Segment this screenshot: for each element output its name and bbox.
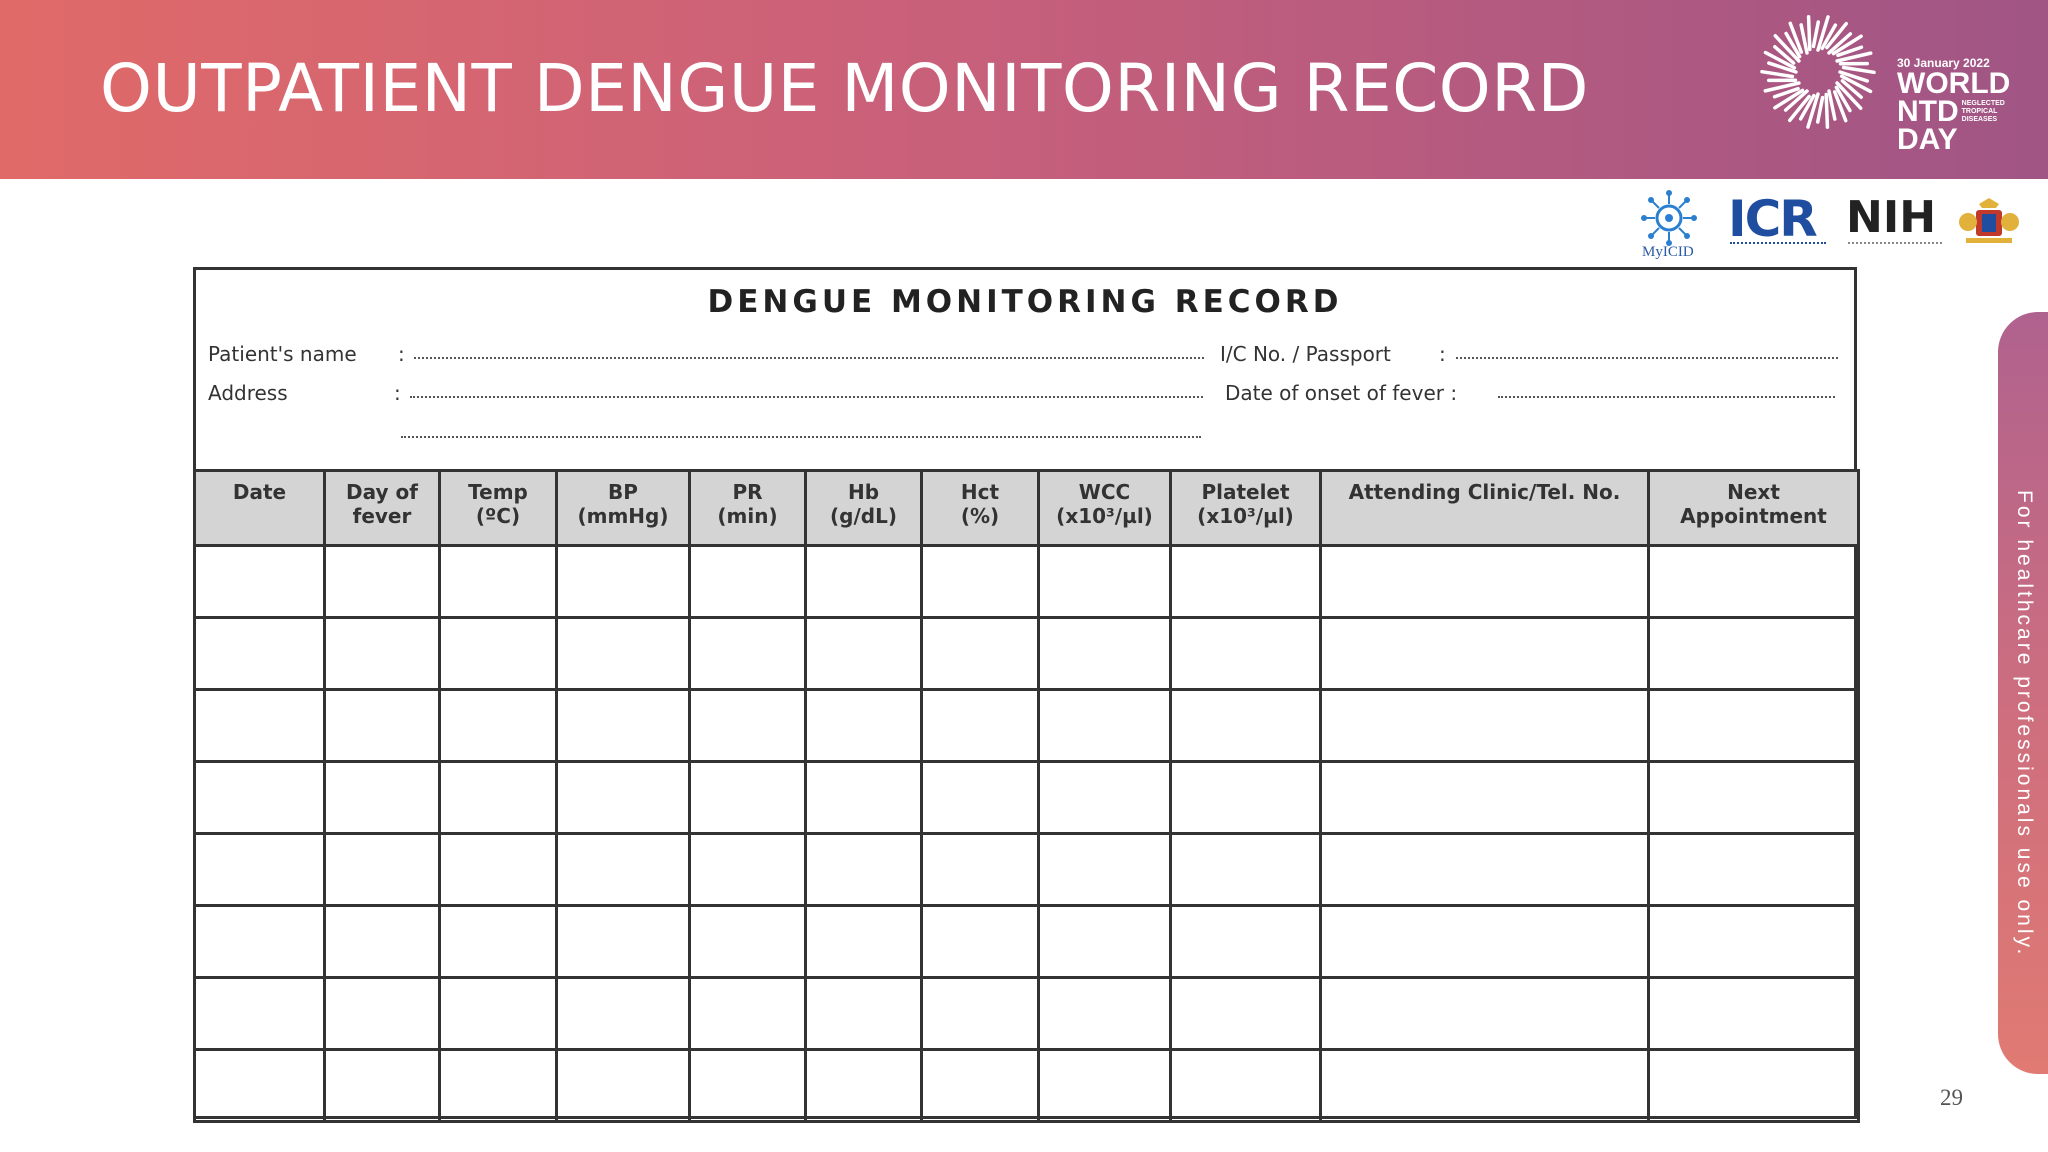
table-cell[interactable] <box>325 618 440 690</box>
table-cell[interactable] <box>690 546 806 618</box>
column-header-line1: Next <box>1727 480 1780 504</box>
page-number: 29 <box>1940 1085 1963 1110</box>
table-cell[interactable] <box>195 618 325 690</box>
table-cell[interactable] <box>806 906 922 978</box>
table-cell[interactable] <box>806 978 922 1050</box>
table-cell[interactable] <box>440 762 557 834</box>
table-row <box>195 618 1859 690</box>
column-header <box>690 471 806 546</box>
table-header-row <box>195 471 1859 546</box>
column-header <box>806 471 922 546</box>
table-cell[interactable] <box>1039 546 1171 618</box>
patient-name-label: Patient's name <box>208 342 357 366</box>
column-header <box>440 471 557 546</box>
form-title: DENGUE MONITORING RECORD <box>707 284 1343 320</box>
dengue-monitoring-form <box>193 267 1857 1119</box>
column-header-line2: (min) <box>717 504 778 528</box>
table-row <box>195 546 1859 618</box>
table-cell[interactable] <box>325 906 440 978</box>
table-cell[interactable] <box>690 1050 806 1122</box>
table-cell[interactable] <box>557 834 690 906</box>
column-header-line2: (x10³/µl) <box>1197 504 1294 528</box>
slide-title: OUTPATIENT DENGUE MONITORING RECORD <box>100 50 1589 127</box>
column-header-line2: (%) <box>960 504 1000 528</box>
column-header-line2: (x10³/µl) <box>1056 504 1153 528</box>
column-header-line1: Attending Clinic/Tel. No. <box>1348 480 1621 504</box>
table-cell[interactable] <box>1171 978 1321 1050</box>
column-header-line1: BP <box>608 480 638 504</box>
table-cell[interactable] <box>922 978 1039 1050</box>
table-cell[interactable] <box>195 978 325 1050</box>
table-cell[interactable] <box>557 762 690 834</box>
table-cell[interactable] <box>1321 834 1649 906</box>
table-cell[interactable] <box>1171 762 1321 834</box>
table-cell[interactable] <box>806 1050 922 1122</box>
table-cell[interactable] <box>1649 618 1859 690</box>
table-cell[interactable] <box>690 834 806 906</box>
column-header <box>1039 471 1171 546</box>
table-cell[interactable] <box>1321 978 1649 1050</box>
table-cell[interactable] <box>325 1050 440 1122</box>
table-cell[interactable] <box>440 1050 557 1122</box>
table-cell[interactable] <box>806 546 922 618</box>
table-cell[interactable] <box>690 906 806 978</box>
table-cell[interactable] <box>1649 834 1859 906</box>
table-cell[interactable] <box>922 906 1039 978</box>
table-cell[interactable] <box>1171 690 1321 762</box>
table-cell[interactable] <box>922 834 1039 906</box>
monitoring-table <box>193 469 1860 1123</box>
table-cell[interactable] <box>440 978 557 1050</box>
ntd-date: 30 January 2022 <box>1897 56 1990 70</box>
ntd-line1: WORLD <box>1897 67 2011 100</box>
table-cell[interactable] <box>195 546 325 618</box>
table-row <box>195 1050 1859 1122</box>
ic-passport-field[interactable] <box>1456 355 1838 359</box>
column-header-line1: PR <box>732 480 763 504</box>
table-row <box>195 762 1859 834</box>
patient-name-field[interactable] <box>414 355 1204 359</box>
ic-passport-colon: : <box>1439 342 1446 366</box>
table-cell[interactable] <box>1039 690 1171 762</box>
world-ntd-day-logo <box>1897 56 2010 154</box>
table-cell[interactable] <box>1321 618 1649 690</box>
column-header-line2: fever <box>352 504 412 528</box>
table-cell[interactable] <box>557 618 690 690</box>
table-row <box>195 834 1859 906</box>
table-cell[interactable] <box>1321 1050 1649 1122</box>
nih-logo: NIH <box>1846 192 1937 243</box>
table-cell[interactable] <box>922 690 1039 762</box>
table-row <box>195 690 1859 762</box>
partner-logos <box>1636 188 2036 264</box>
column-header <box>1171 471 1321 546</box>
table-cell[interactable] <box>195 762 325 834</box>
ntd-line2: NTD <box>1897 95 1959 128</box>
table-cell[interactable] <box>1039 978 1171 1050</box>
address-label: Address <box>208 381 288 405</box>
table-cell[interactable] <box>806 834 922 906</box>
table-cell[interactable] <box>1649 762 1859 834</box>
table-cell[interactable] <box>1039 762 1171 834</box>
ntd-small-text: NEGLECTED TROPICAL DISEASES <box>1961 100 2005 123</box>
table-cell[interactable] <box>1171 834 1321 906</box>
table-cell[interactable] <box>440 546 557 618</box>
table-cell[interactable] <box>325 762 440 834</box>
column-header-line1: WCC <box>1078 480 1131 504</box>
table-cell[interactable] <box>557 1050 690 1122</box>
malaysia-crest-icon <box>1954 194 2024 250</box>
myicid-label: MyICID <box>1642 244 1694 260</box>
table-cell[interactable] <box>1649 1050 1859 1122</box>
column-header-line2: (ºC) <box>475 504 521 528</box>
table-body <box>195 546 1859 1122</box>
table-cell[interactable] <box>806 690 922 762</box>
table-cell[interactable] <box>440 906 557 978</box>
table-row <box>195 978 1859 1050</box>
table-cell[interactable] <box>922 762 1039 834</box>
table-cell[interactable] <box>557 978 690 1050</box>
table-cell[interactable] <box>1649 906 1859 978</box>
column-header-line1: Hct <box>960 480 1000 504</box>
table-cell[interactable] <box>1321 546 1649 618</box>
table-cell[interactable] <box>557 906 690 978</box>
table-cell[interactable] <box>557 546 690 618</box>
column-header <box>325 471 440 546</box>
column-header <box>1321 471 1649 546</box>
table-cell[interactable] <box>195 906 325 978</box>
table-cell[interactable] <box>195 1050 325 1122</box>
table-row <box>195 906 1859 978</box>
sun-burst-icon <box>1760 14 1876 130</box>
table-cell[interactable] <box>690 762 806 834</box>
column-header <box>1649 471 1859 546</box>
slide-header <box>0 0 2048 179</box>
column-header-line2: (mmHg) <box>577 504 669 528</box>
table-cell[interactable] <box>806 618 922 690</box>
table-cell[interactable] <box>440 690 557 762</box>
column-header-line1: Hb <box>847 480 880 504</box>
icr-subtext-line <box>1730 242 1826 252</box>
table-cell[interactable] <box>325 546 440 618</box>
table-cell[interactable] <box>325 834 440 906</box>
ntd-line3: DAY <box>1897 123 1958 156</box>
address-colon: : <box>394 381 401 405</box>
column-header-line2: Appointment <box>1680 504 1827 528</box>
column-header-line1: Temp <box>468 480 528 504</box>
patient-name-colon: : <box>398 342 405 366</box>
table-cell[interactable] <box>1171 906 1321 978</box>
table-cell[interactable] <box>922 1050 1039 1122</box>
table-cell[interactable] <box>922 618 1039 690</box>
table-cell[interactable] <box>1649 690 1859 762</box>
table-cell[interactable] <box>1649 546 1859 618</box>
table-cell[interactable] <box>195 834 325 906</box>
table-cell[interactable] <box>690 690 806 762</box>
icr-logo: ICR <box>1728 190 1816 248</box>
table-cell[interactable] <box>325 978 440 1050</box>
table-cell[interactable] <box>1321 906 1649 978</box>
table-cell[interactable] <box>1171 546 1321 618</box>
table-cell[interactable] <box>325 690 440 762</box>
table-cell[interactable] <box>690 978 806 1050</box>
nih-subtext-line <box>1848 242 1942 252</box>
table-cell[interactable] <box>1171 1050 1321 1122</box>
column-header-line2: (g/dL) <box>830 504 897 528</box>
table-cell[interactable] <box>1039 618 1171 690</box>
ic-passport-label: I/C No. / Passport <box>1220 342 1391 366</box>
column-header-line1: Day of <box>346 480 418 504</box>
column-header <box>557 471 690 546</box>
table-cell[interactable] <box>922 546 1039 618</box>
table-cell[interactable] <box>690 618 806 690</box>
onset-fever-label: Date of onset of fever : <box>1225 381 1458 405</box>
column-header-line1: Platelet <box>1201 480 1290 504</box>
table-cell[interactable] <box>440 834 557 906</box>
side-note: For healthcare professionals use only. <box>2013 490 2036 958</box>
table-cell[interactable] <box>440 618 557 690</box>
column-header <box>195 471 325 546</box>
address-field-line1[interactable] <box>410 394 1203 398</box>
table-cell[interactable] <box>195 690 325 762</box>
table-cell[interactable] <box>1039 1050 1171 1122</box>
onset-fever-field[interactable] <box>1498 394 1835 398</box>
column-header <box>922 471 1039 546</box>
table-cell[interactable] <box>1039 906 1171 978</box>
table-cell[interactable] <box>1649 978 1859 1050</box>
address-field-line2[interactable] <box>401 434 1201 438</box>
table-cell[interactable] <box>557 690 690 762</box>
table-cell[interactable] <box>1171 618 1321 690</box>
table-cell[interactable] <box>1321 762 1649 834</box>
table-cell[interactable] <box>1321 690 1649 762</box>
table-cell[interactable] <box>1039 834 1171 906</box>
column-header-line1: Date <box>232 480 287 504</box>
table-cell[interactable] <box>806 762 922 834</box>
